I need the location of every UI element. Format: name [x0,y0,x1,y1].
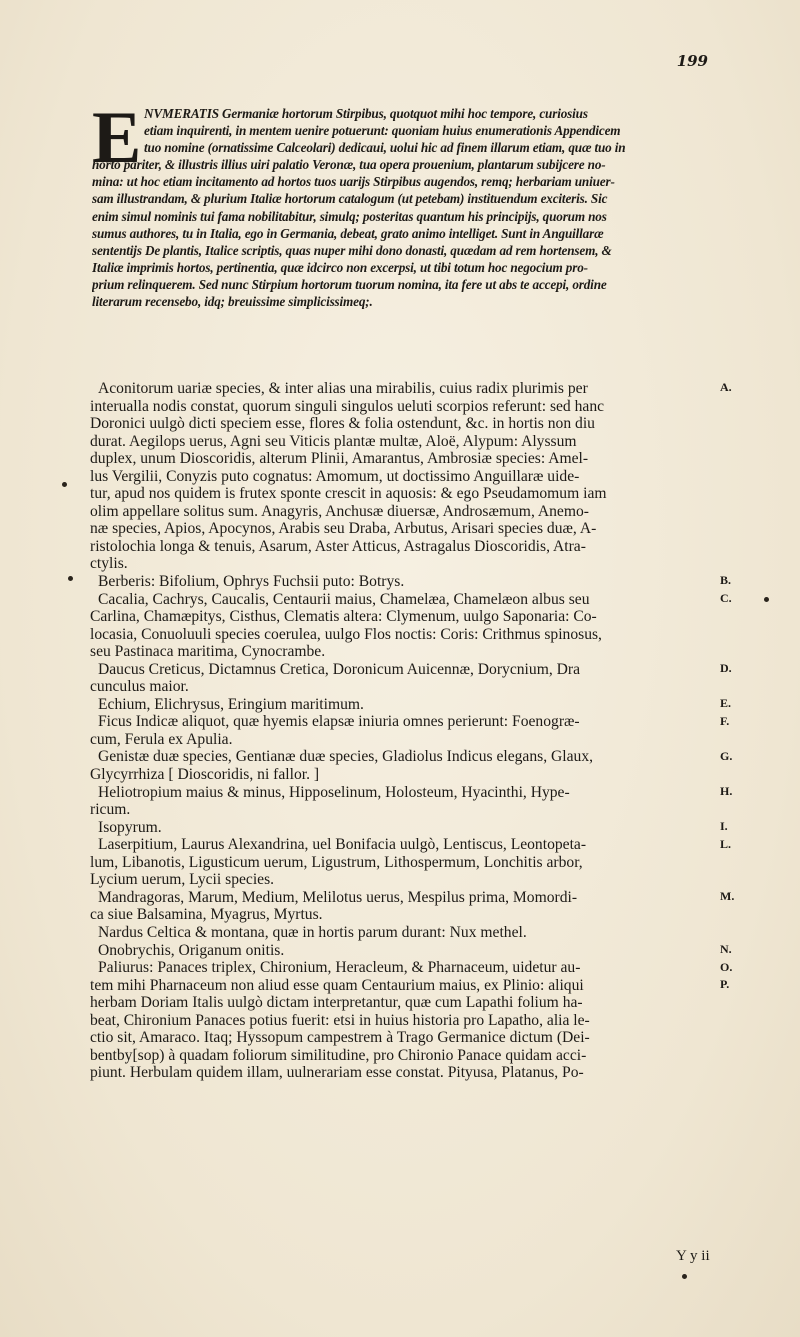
margin-letter: D. [720,661,732,675]
preface-line: sam illustrandam, & plurium Italiæ hortorum catalogum (ut petebam) instituendum exciteris. Sic [92,191,608,207]
preface-line: prium relinquerem. Sed nunc Stirpium hortorum tuorum nomina, ita fere ut abs te accepi, ordine [92,276,607,292]
preface-line: tuo nomine (ornatissime Calceolari) dedicaui, uolui hic ad finem illarum etiam, quæ tuo in [144,140,626,156]
body-line: interualla nodis constat, quorum singuli singulos ueluti scorpios referunt: sed hanc [90,397,605,415]
plant-list-body [90,380,708,1082]
body-line: Cacalia, Cachrys, Caucalis, Centaurii maius, Chamelæa, Chamelæon albus seu [98,590,590,608]
body-line: lus Vergilii, Conyzis puto cognatus: Amomum, ut doctissimo Anguillaræ uide- [90,467,580,485]
margin-letter: H. [720,784,733,798]
page-number: 199 [676,52,708,70]
body-line: Nardus Celtica & montana, quæ in hortis parum durant: Nux methel. [98,923,527,941]
body-line: ca siue Balsamina, Myagrus, Myrtus. [90,906,323,924]
body-line: tem mihi Pharnaceum non aliud esse quam Centaurium maius, ex Plinio: aliqui [90,976,584,994]
body-line: duplex, unum Dioscoridis, alterum Plinii, Amarantus, Ambrosiæ species: Amel- [90,450,589,468]
ink-spot [62,482,67,487]
preface-line: sententijs De plantis, Italice scriptis, quas nuper mihi dono donasti, quædam ad rem hortensem, & [92,242,612,258]
margin-letter: C. [720,591,732,605]
body-line: cum, Ferula ex Apulia. [90,730,233,748]
body-line: ctio sit, Amaraco. Itaq; Hyssopum campestrem à Trago Germanice dictum (Dei- [90,1029,590,1047]
margin-letter: P. [720,977,730,991]
body-line: herbam Doriam Italis uulgò dictam interpretantur, quæ cum Lapathi folium ha- [90,994,583,1012]
margin-letter: F. [720,714,730,728]
body-line: Daucus Creticus, Dictamnus Cretica, Doronicum Auicennæ, Dorycnium, Dra [98,660,580,678]
preface-line: horto pariter, & illustris illius uiri palatio Veronæ, tua opera prouenium, plantarum subijcere no- [92,157,606,173]
body-line: Onobrychis, Origanum onitis. [98,941,285,959]
preface-line: mina: ut hoc etiam incitamento ad hortos tuos uarijs Stirpibus augendos, remq; herbariam uniuer- [92,174,615,190]
body-line: Glycyrrhiza [ Dioscoridis, ni fallor. ] [90,766,320,784]
body-line: Isopyrum. [98,818,162,836]
preface-line: enim simul nominis tui fama nobilitabitur, simulq; posteritas quantum his principijs, quorum nos [92,208,607,224]
body-line: Carlina, Chamæpitys, Cisthus, Clematis altera: Clymenum, uulgo Saponaria: Co- [90,608,597,626]
body-line: Laserpitium, Laurus Alexandrina, uel Bonifacia uulgò, Lentiscus, Leontopeta- [98,836,587,854]
body-line: Paliurus: Panaces triplex, Chironium, Heracleum, & Pharnaceum, uidetur au- [98,959,581,977]
margin-letter: G. [720,749,733,763]
margin-letter: M. [720,889,735,903]
body-line: Ficus Indicæ aliquot, quæ hyemis elapsæ iniuria omnes perierunt: Foenogræ- [98,713,580,731]
body-line: ristolochia longa & tenuis, Asarum, Aster Atticus, Astragalus Dioscoridis, Atra- [90,537,586,555]
body-line: ricum. [90,801,131,819]
body-line: Doronici uulgò dicti speciem esse, flores & folia ostendunt, &c. in hortis non diu [90,415,595,433]
margin-letter: L. [720,837,732,851]
margin-letter: A. [720,380,732,394]
preface-paragraph [92,97,708,310]
margin-letter: N. [720,942,732,956]
body-line: locasia, Conuoluuli species coerulea, uulgo Flos noctis: Coris: Crithmus spinosus, [90,625,602,643]
preface-line: sumus authores, tu in Italia, ego in Germania, debeat, grato animo intelliget. Sunt in Anguillaræ [92,225,604,241]
body-line: Berberis: Bifolium, Ophrys Fuchsii puto: Botrys. [98,573,405,591]
body-line: lum, Libanotis, Ligusticum uerum, Ligustrum, Lithospermum, Lonchitis arbor, [90,853,583,871]
body-line: Aconitorum uariæ species, & inter alias una mirabilis, cuius radix plurimis per [98,380,588,397]
body-line: Genistæ duæ species, Gentianæ duæ species, Gladiolus Indicus elegans, Glaux, [98,748,594,766]
ink-spot [68,576,73,581]
body-line: tur, apud nos quidem is frutex sponte crescit in aquosis: & ego Pseudamomum iam [90,485,607,503]
body-line: Heliotropium maius & minus, Hipposelinum, Holosteum, Hyacinthi, Hype- [98,783,570,801]
ink-spot [682,1274,687,1279]
body-line: piunt. Herbulam quidem illam, uulnerariam esse constat. Pityusa, Platanus, Po- [90,1064,584,1082]
preface-line: NVMERATIS Germaniæ hortorum Stirpibus, quotquot mihi hoc tempore, curiosius [144,106,588,121]
margin-letter: B. [720,573,732,587]
body-line: ctylis. [90,555,128,573]
body-line: Lycium uerum, Lycii species. [90,871,275,889]
body-line: durat. Aegilops uerus, Agni seu Viticis plantæ multæ, Aloë, Alypum: Alyssum [90,432,577,450]
signature-mark: Y y ii [676,1248,710,1264]
preface-line: etiam inquirenti, in mentem uenire potuerunt: quoniam huius enumerationis Appendicem [144,123,621,139]
body-line: bentby[sop) à quadam foliorum similitudine, pro Chironio Panace quidam acci- [90,1046,587,1064]
body-line: Mandragoras, Marum, Medium, Melilotus uerus, Mespilus prima, Momordi- [98,888,578,906]
body-line: Echium, Elichrysus, Eringium maritimum. [98,695,364,713]
body-line: cunculus maior. [90,678,189,696]
margin-letter: O. [720,960,733,974]
preface-line: literarum recensebo, idq; breuissime simplicissimeq;. [92,294,373,310]
ink-spot [764,597,769,602]
margin-letter: I. [720,819,728,833]
body-line: næ species, Apios, Apocynos, Arabis seu Draba, Arbutus, Arisari species duæ, A- [90,520,597,538]
body-line: seu Pastinaca maritima, Cynocrambe. [90,643,326,661]
body-line: olim appellare solitus sum. Anagyris, Anchusæ diuersæ, Androsæmum, Anemo- [90,502,589,520]
drop-cap-initial: E [92,97,142,179]
margin-letter: E. [720,696,732,710]
body-line: beat, Chironium Panaces potius fuerit: etsi in huius historia pro Lapatho, alia le- [90,1011,590,1029]
preface-line: Italiæ imprimis hortos, pertinentia, quæ idcirco non excerpsi, ut tibi totum hoc negocium pro- [92,259,588,275]
